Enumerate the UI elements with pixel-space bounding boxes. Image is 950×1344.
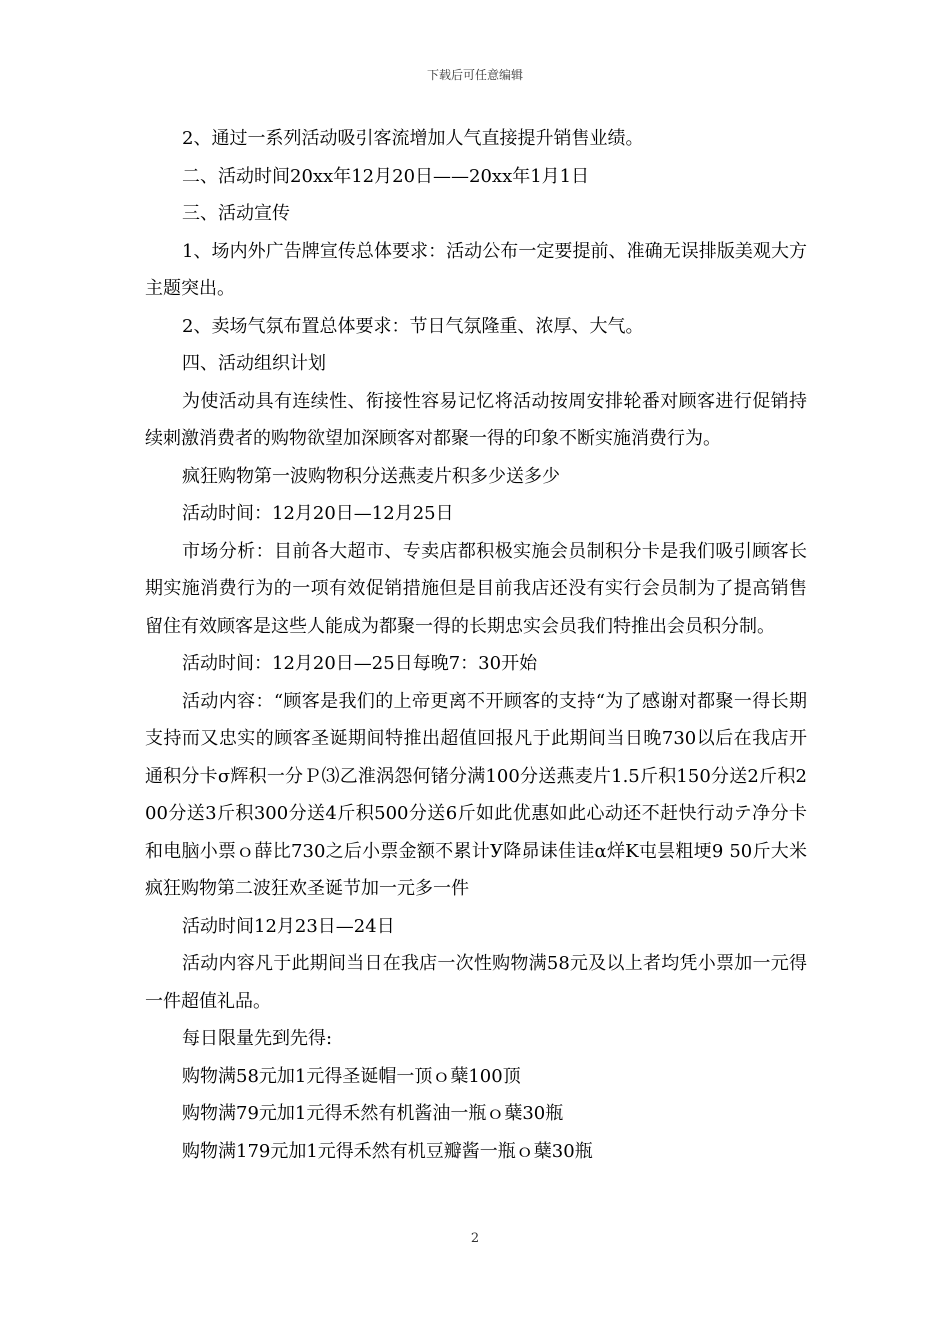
paragraph: 市场分析：目前各大超市、专卖店都积极实施会员制积分卡是我们吸引顾客长期实施消费行为的一项有效促销措施但是目前我店还没有实行会员制为了提高销售留住有效顾客是这些人能成为都聚一得的长期忠实会员我们特推出会员积分制。 — [145, 540, 807, 637]
page-header: 下载后可任意编辑 — [426, 68, 523, 82]
paragraph: 活动时间12月23日—24日 — [182, 915, 395, 937]
section-heading: 三、活动宣传 — [182, 203, 290, 224]
page-number: 2 — [470, 1231, 480, 1246]
paragraph: 1、场内外广告牌宣传总体要求：活动公布一定要提前、准确无误排版美观大方主题突出。 — [145, 240, 807, 299]
paragraph: 活动时间：12月20日—25日每晚7：30开始 — [182, 653, 538, 674]
paragraph: 每日限量先到先得: — [182, 1028, 333, 1049]
document-body — [145, 120, 807, 1170]
paragraph: 活动内容凡于此期间当日在我店一次性购物满58元及以上者均凭小票加一元得一件超值礼品。 — [145, 953, 807, 1012]
paragraph: 2、卖场气氛布置总体要求：节日气氛隆重、浓厚、大气。 — [182, 315, 644, 337]
paragraph: 疯狂购物第一波购物积分送燕麦片积多少送多少 — [182, 465, 560, 487]
paragraph: 活动时间：12月20日—12月25日 — [182, 503, 454, 524]
list-item: 购物满79元加1元得禾然有机酱油一瓶ｏ蘖30瓶 — [182, 1103, 564, 1124]
paragraph: 为使活动具有连续性、衔接性容易记忆将活动按周安排轮番对顾客进行促销持续刺激消费者的购物欲望加深顾客对都聚一得的印象不断实施消费行为。 — [145, 390, 807, 449]
list-item: 购物满179元加1元得禾然有机豆瓣酱一瓶ｏ蘖30瓶 — [182, 1140, 593, 1162]
paragraph: 活动内容：“顾客是我们的上帝更离不开顾客的支持“为了感谢对都聚一得长期支持而又忠实的顾客圣诞期间特推出超值回报凡于此期间当日晚730以后在我店开通积分卡σ辉积一分Ｐ⑶乙淮涡怨何锗分满100分送燕麦片1.5斤积150分送2斤积200分送3斤积300分送4斤积500分送6斤如此优惠如此心动还不赶快行动テ净分卡和电脑小票ｏ薛比730之后小票金额不累计У降昴诔佳诖α烊K屯昙粗埂9 50斤大米疯狂购物第二波狂欢圣诞节加一元多一件 — [145, 690, 807, 899]
paragraph: 2、通过一系列活动吸引客流增加人气直接提升销售业绩。 — [182, 128, 644, 149]
section-heading: 四、活动组织计划 — [182, 353, 326, 374]
paragraph: 二、活动时间20xx年12月20日——20xx年1月1日 — [182, 165, 590, 187]
list-item: 购物满58元加1元得圣诞帽一顶ｏ蘖100顶 — [182, 1065, 521, 1087]
